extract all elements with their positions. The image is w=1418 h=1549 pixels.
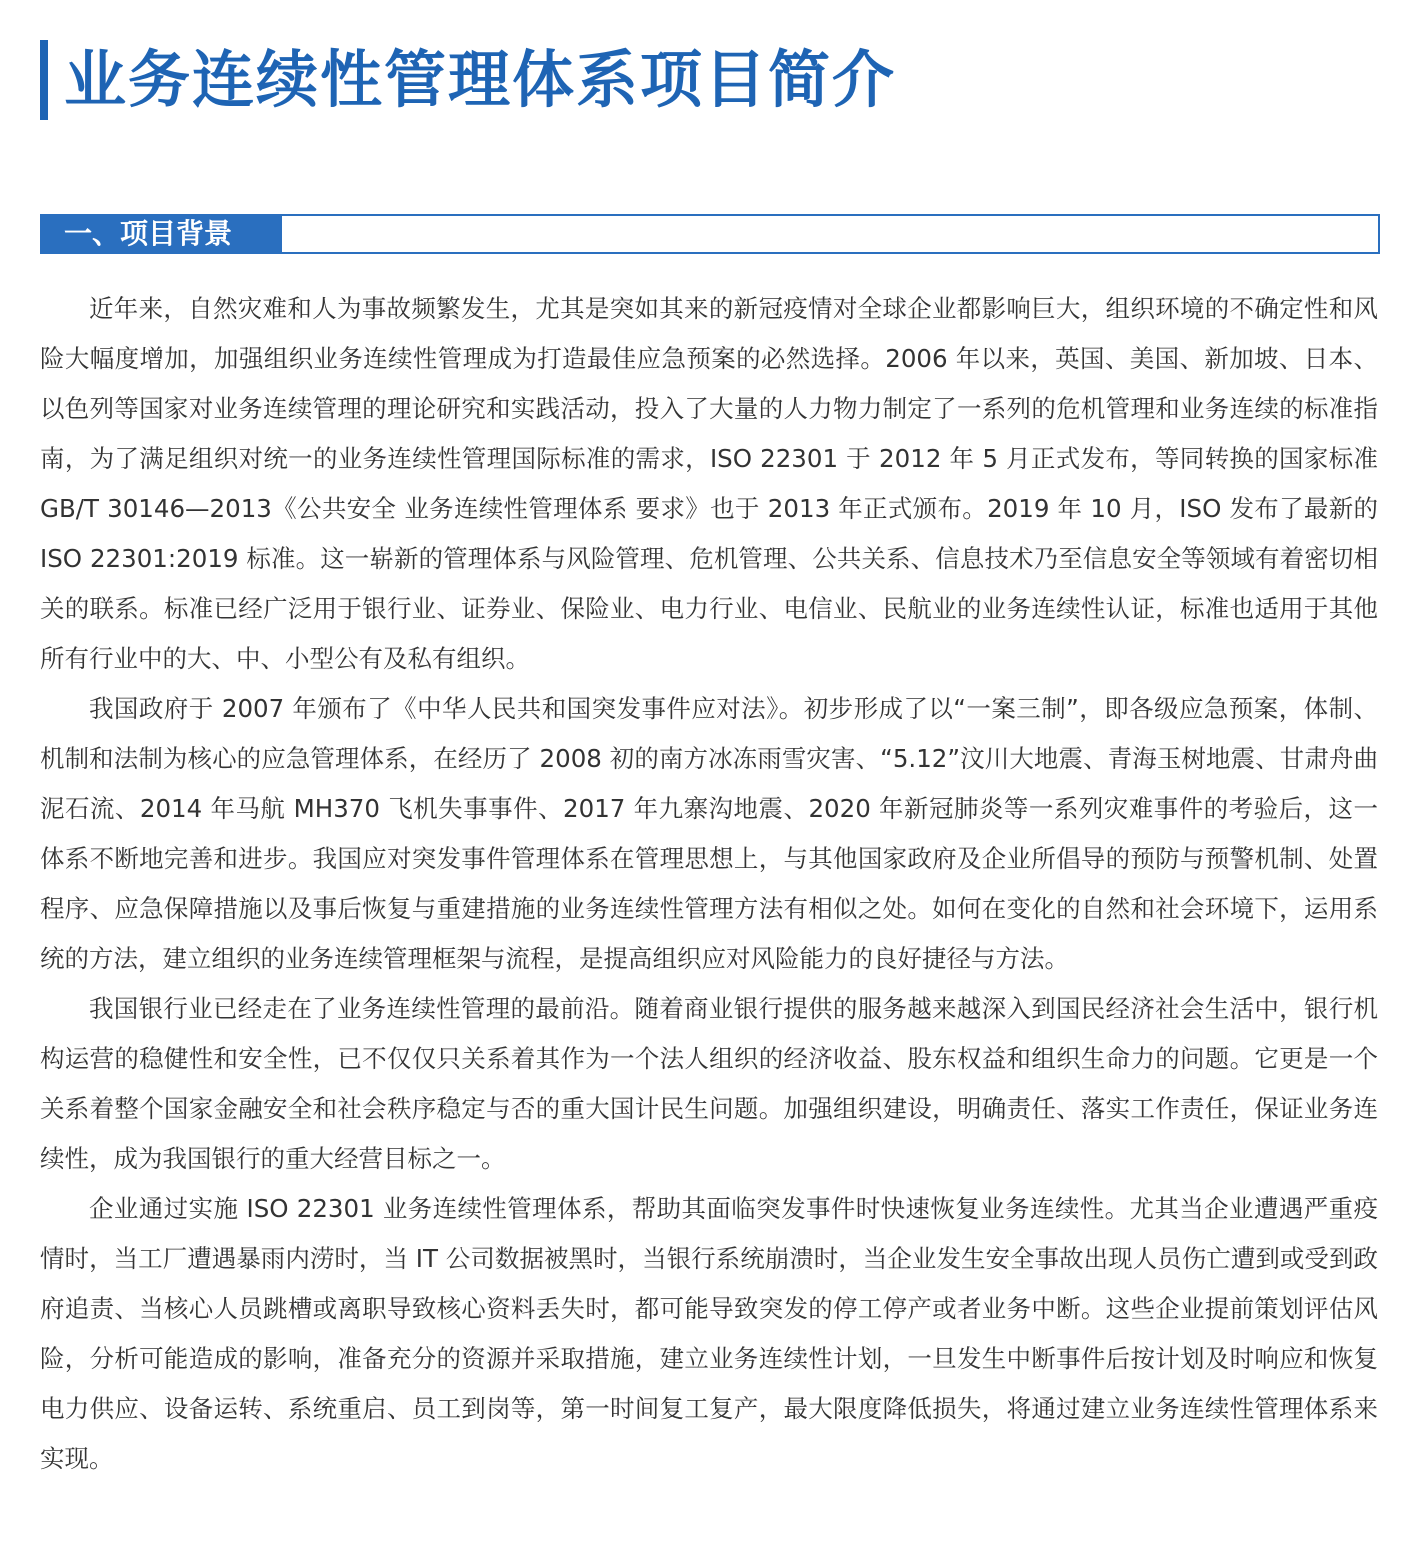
paragraph-4: 企业通过实施 ISO 22301 业务连续性管理体系，帮助其面临突发事件时快速恢复业务连续性。尤其当企业遭遇严重疫情时，当工厂遭遇暴雨内涝时，当 IT 公司数据被黑时，当银行系统崩溃时，当企业发生安全事故出现人员伤亡遭到或受到政府追责、当核心人员跳槽或离职导致核心资料丢失时，都可能导致突发的停工停产或者业务中断。这些企业提前策划评估风险，分析可能造成的影响，准备充分的资源并采取措施，建立业务连续性计划，一旦发生中断事件后按计划及时响应和恢复电力供应、设备运转、系统重启、员工到岗等，第一时间复工复产，最大限度降低损失，将通过建立业务连续性管理体系来实现。 [40, 1194, 1378, 1473]
page-title [40, 40, 896, 120]
page-title-text: 业务连续性管理体系项目简介 [64, 43, 897, 116]
paragraph-1: 近年来，自然灾难和人为事故频繁发生，尤其是突如其来的新冠疫情对全球企业都影响巨大，组织环境的不确定性和风险大幅度增加，加强组织业务连续性管理成为打造最佳应急预案的必然选择。2006 年以来，英国、美国、新加坡、日本、以色列等国家对业务连续管理的理论研究和实践活动，投入了大量的人力物力制定了一系列的危机管理和业务连续的标准指南，为了满足组织对统一的业务连续性管理国际标准的需求，ISO 22301 于 2012 年 5 月正式发布，等同转换的国家标准 GB/T 30146—2013《公共安全 业务连续性管理体系 要求》也于 2013 年正式颁布。2019 年 10 月，ISO 发布了最新的 ISO 22301:2019 标准。这一崭新的管理体系与风险管理、危机管理、公共关系、信息技术乃至信息安全等领域有着密切相关的联系。标准已经广泛用于银行业、证券业、保险业、电力行业、电信业、民航业的业务连续性认证，标准也适用于其他所有行业中的大、中、小型公有及私有组织。 [40, 294, 1378, 673]
title-accent-bar [40, 40, 48, 120]
body-text [40, 284, 1378, 1484]
section-label: 一、项目背景 [42, 216, 282, 252]
paragraph-2: 我国政府于 2007 年颁布了《中华人民共和国突发事件应对法》。初步形成了以“一案三制”，即各级应急预案，体制、机制和法制为核心的应急管理体系，在经历了 2008 初的南方冰冻雨雪灾害、“5.12”汶川大地震、青海玉树地震、甘肃舟曲泥石流、2014 年马航 MH370 飞机失事事件、2017 年九寨沟地震、2020 年新冠肺炎等一系列灾难事件的考验后，这一体系不断地完善和进步。我国应对突发事件管理体系在管理思想上，与其他国家政府及企业所倡导的预防与预警机制、处置程序、应急保障措施以及事后恢复与重建措施的业务连续性管理方法有相似之处。如何在变化的自然和社会环境下，运用系统的方法，建立组织的业务连续管理框架与流程，是提高组织应对风险能力的良好捷径与方法。 [40, 694, 1378, 973]
section-header [40, 214, 1380, 254]
paragraph-3: 我国银行业已经走在了业务连续性管理的最前沿。随着商业银行提供的服务越来越深入到国民经济社会生活中，银行机构运营的稳健性和安全性，已不仅仅只关系着其作为一个法人组织的经济收益、股东权益和组织生命力的问题。它更是一个关系着整个国家金融安全和社会秩序稳定与否的重大国计民生问题。加强组织建设，明确责任、落实工作责任，保证业务连续性，成为我国银行的重大经营目标之一。 [40, 994, 1378, 1173]
